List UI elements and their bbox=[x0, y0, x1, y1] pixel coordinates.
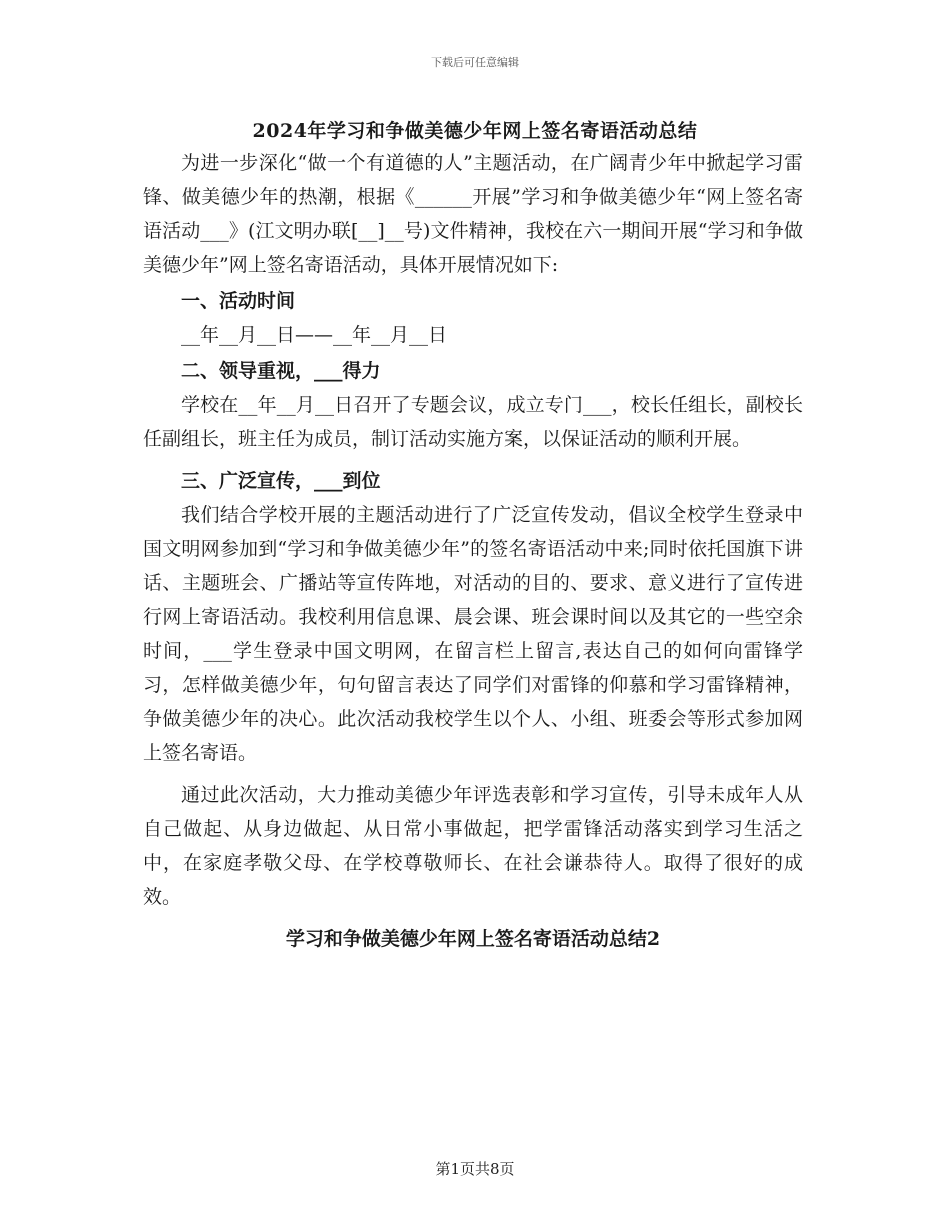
section-2-content: 学校在__年__月__日召开了专题会议，成立专门___，校长任组长，副校长任副组长，班主任为成员，制订活动实施方案，以保证活动的顺利开展。 bbox=[143, 394, 803, 450]
document-title: 2024年学习和争做美德少年网上签名寄语活动总结 bbox=[252, 120, 698, 142]
section-2-heading: 二、领导重视，___得力 bbox=[181, 360, 381, 382]
section-3-content: 我们结合学校开展的主题活动进行了广泛宣传发动，倡议全校学生登录中国文明网参加到“学习和争做美德少年”的签名寄语活动中来;同时依托国旗下讲话、主题班会、广播站等宣传阵地，对活动的目的、要求、意义进行了宣传进行网上寄语活动。我校利用信息课、晨会课、班会课时间以及其它的一些空余时间，___学生登录中国文明网，在留言栏上留言,表达自己的如何向雷锋学习，怎样做美德少年，句句留言表达了同学们对雷锋的仰慕和学习雷锋精神，争做美德少年的决心。此次活动我校学生以个人、小组、班委会等形式参加网上签名寄语。 bbox=[143, 504, 803, 764]
intro-paragraph: 为进一步深化“做一个有道德的人”主题活动，在广阔青少年中掀起学习雷锋、做美德少年的热潮，根据《______开展”学习和争做美德少年“网上签名寄语活动___》(江文明办联[__]__号)文件精神，我校在六一期间开展“学习和争做美德少年”网上签名寄语活动，具体开展情况如下: bbox=[143, 152, 803, 276]
section-1-heading: 一、活动时间 bbox=[181, 290, 296, 312]
section-3-heading: 三、广泛宣传，___到位 bbox=[181, 470, 381, 492]
second-summary-title: 学习和争做美德少年网上签名寄语活动总结2 bbox=[285, 928, 661, 950]
document-body bbox=[143, 146, 803, 975]
section-1-content: __年__月__日——__年__月__日 bbox=[181, 324, 448, 346]
page-number: 第1页共8页 bbox=[435, 1160, 515, 1178]
header-note: 下载后可任意编辑 bbox=[431, 56, 519, 69]
conclusion-paragraph: 通过此次活动，大力推动美德少年评选表彰和学习宣传，引导未成年人从自己做起、从身边做起、从日常小事做起，把学雷锋活动落实到学习生活之中，在家庭孝敬父母、在学校尊敬师长、在社会谦恭待人。取得了很好的成效。 bbox=[143, 784, 803, 908]
